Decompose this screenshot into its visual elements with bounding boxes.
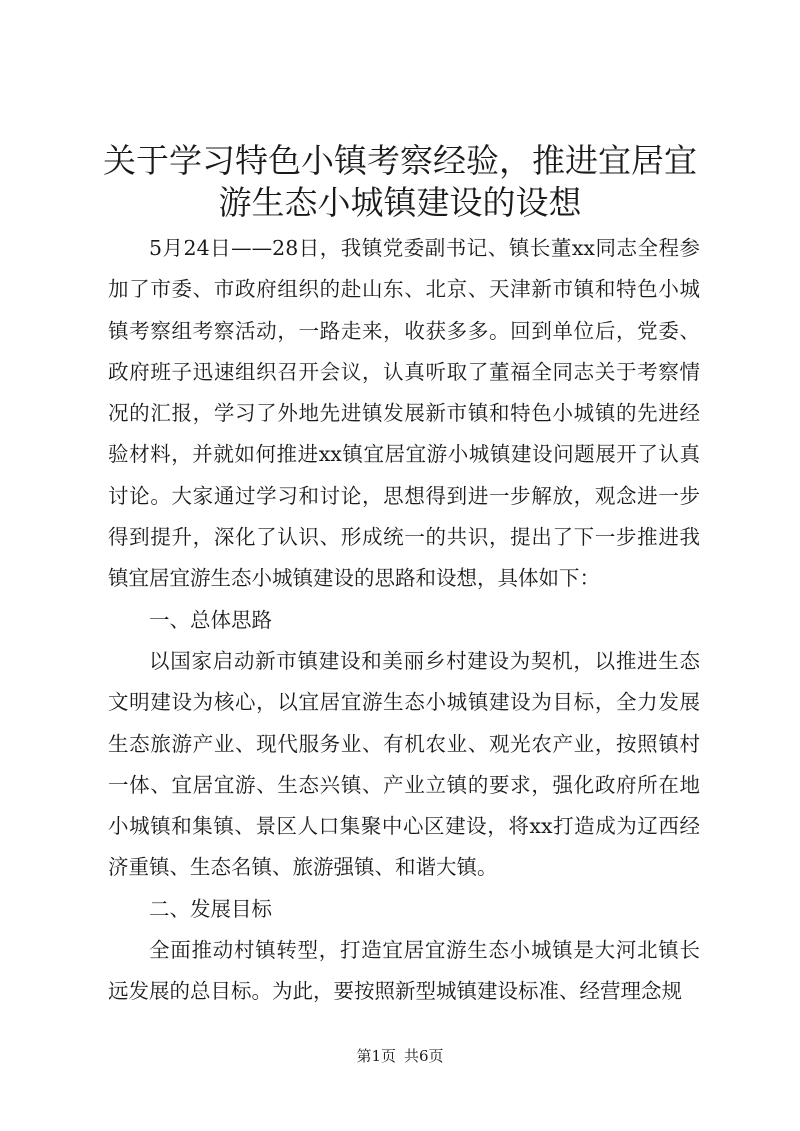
document-body (108, 228, 700, 1013)
development-goals-paragraph: 全面推动村镇转型，打造宜居宜游生态小城镇是大河北镇长远发展的总目标。为此，要按照新型城镇建设标准、经营理念规 (108, 938, 700, 1004)
intro-paragraph: 5月24日——28日，我镇党委副书记、镇长董xx同志全程参加了市委、市政府组织的赴山东、北京、天津新市镇和特色小城镇考察组考察活动，一路走来，收获多多。回到单位后，党委、政府班子迅速组织召开会议，认真听取了董福全同志关于考察情况的汇报，学习了外地先进镇发展新市镇和特色小城镇的先进经验材料，并就如何推进xx镇宜居宜游小城镇建设问题展开了认真讨论。大家通过学习和讨论，思想得到进一步解放，观念进一步得到提升，深化了认识、形成统一的共识，提出了下一步推进我镇宜居宜游生态小城镇建设的思路和设想，具体如下： (108, 236, 700, 591)
document-title: 关于学习特色小镇考察经验，推进宜居宜游生态小城镇建设的设想 (103, 141, 697, 222)
overall-approach-paragraph: 以国家启动新市镇建设和美丽乡村建设为契机，以推进生态文明建设为核心，以宜居宜游生态小城镇建设为目标，全力发展生态旅游产业、现代服务业、有机农业、观光农产业，按照镇村一体、宜居宜游、生态兴镇、产业立镇的要求，强化政府所在地小城镇和集镇、景区人口集聚中心区建设，将xx打造成为辽西经济重镇、生态名镇、旅游强镇、和谐大镇。 (108, 648, 700, 880)
page-total: 共6页 (404, 1047, 444, 1065)
page-footer (0, 1046, 800, 1066)
section-heading-development-goals: 二、发展目标 (149, 896, 272, 921)
section-heading-overall-approach: 一、总体思路 (149, 607, 272, 632)
page-number: 第1页 (356, 1047, 396, 1065)
